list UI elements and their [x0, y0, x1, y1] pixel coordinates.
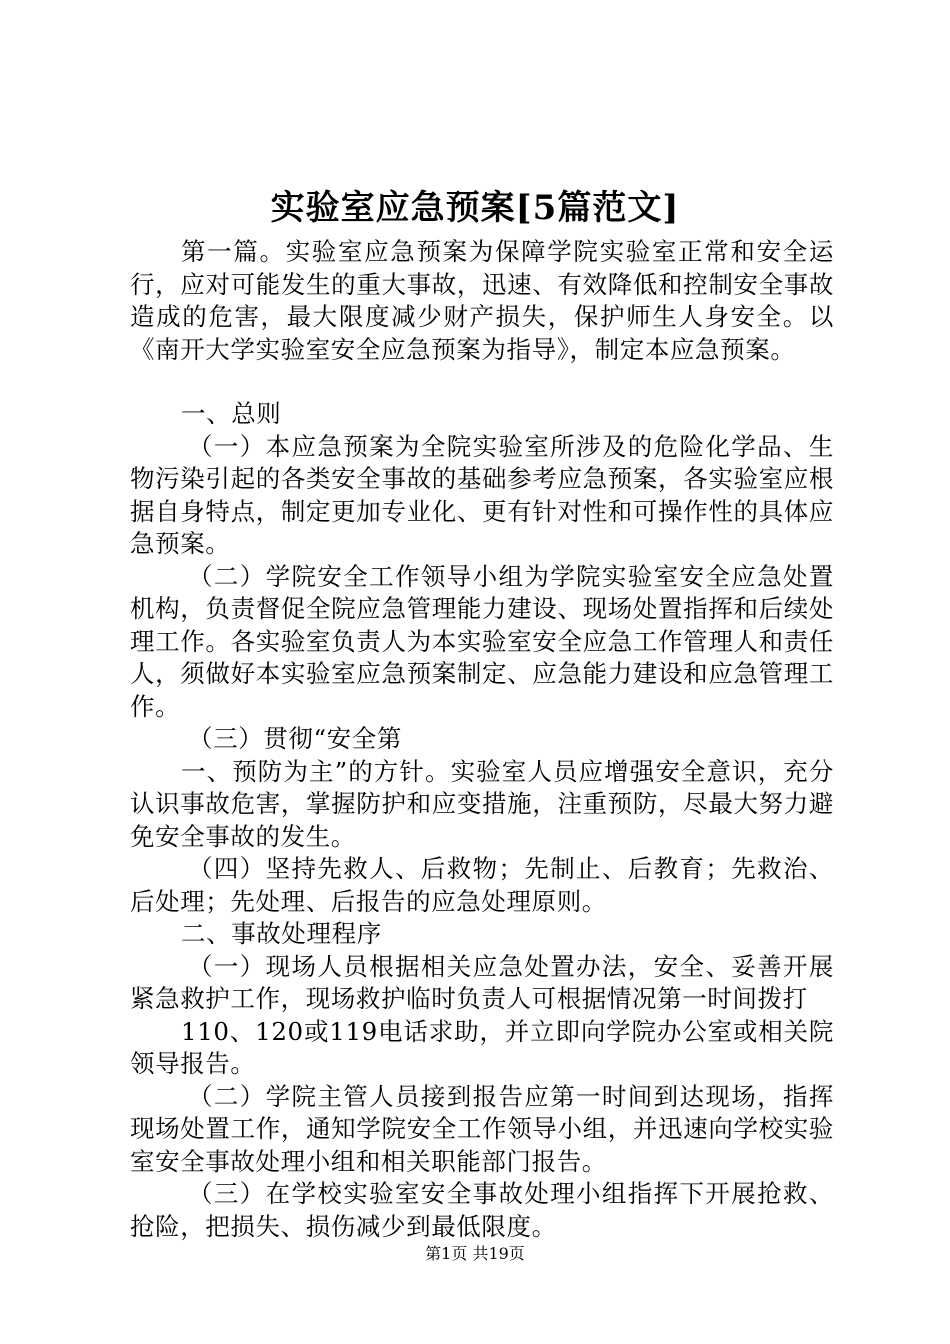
paragraph-procedure-1: （一）现场人员根据相关应急处置办法，安全、妥善开展紧急救护工作，现场救护临时负责人可根据情况第一时间拨打: [130, 951, 834, 1013]
paragraph-procedure-1-cont: 110、120或119电话求助，并立即向学院办公室或相关院领导报告。: [130, 1016, 834, 1078]
section-heading-procedure: 二、事故处理程序: [181, 919, 382, 948]
paragraph-intro: 第一篇。实验室应急预案为保障学院实验室正常和安全运行，应对可能发生的重大事故，迅速、有效降低和控制安全事故造成的危害，最大限度减少财产损失，保护师生人身安全。以《南开大学实验室安全应急预案为指导》，制定本应急预案。: [130, 237, 834, 364]
section-heading-general: 一、总则: [181, 399, 282, 428]
paragraph-general-3: （三）贯彻“安全第: [188, 724, 402, 753]
paragraph-general-2: （二）学院安全工作领导小组为学院实验室安全应急处置机构，负责督促全院应急管理能力建设、现场处置指挥和后续处理工作。各实验室负责人为本实验室安全应急工作管理人和责任人，须做好本实验室应急预案制定、应急能力建设和应急管理工作。: [130, 561, 834, 721]
paragraph-gap: [130, 366, 834, 398]
document-title: 实验室应急预案[5篇范文]: [270, 188, 680, 228]
paragraph-general-1: （一）本应急预案为全院实验室所涉及的危险化学品、生物污染引起的各类安全事故的基础参考应急预案，各实验室应根据自身特点，制定更加专业化、更有针对性和可操作性的具体应急预案。: [130, 431, 834, 558]
paragraph-general-3-cont: 一、预防为主”的方针。实验室人员应增强安全意识，充分认识事故危害，掌握防护和应变措施，注重预防，尽最大努力避免安全事故的发生。: [130, 756, 834, 851]
paragraph-procedure-2: （二）学院主管人员接到报告应第一时间到达现场，指挥现场处置工作，通知学院安全工作领导小组，并迅速向学校实验室安全事故处理小组和相关职能部门报告。: [130, 1081, 834, 1176]
paragraph-general-4: （四）坚持先救人、后救物；先制止、后教育；先救治、后处理；先处理、后报告的应急处理原则。: [130, 854, 834, 916]
page-footer: 第1页 共19页: [425, 1244, 525, 1263]
paragraph-procedure-3: （三）在学校实验室安全事故处理小组指挥下开展抢救、抢险，把损失、损伤减少到最低限度。: [130, 1179, 834, 1241]
document-body: [130, 236, 834, 1243]
